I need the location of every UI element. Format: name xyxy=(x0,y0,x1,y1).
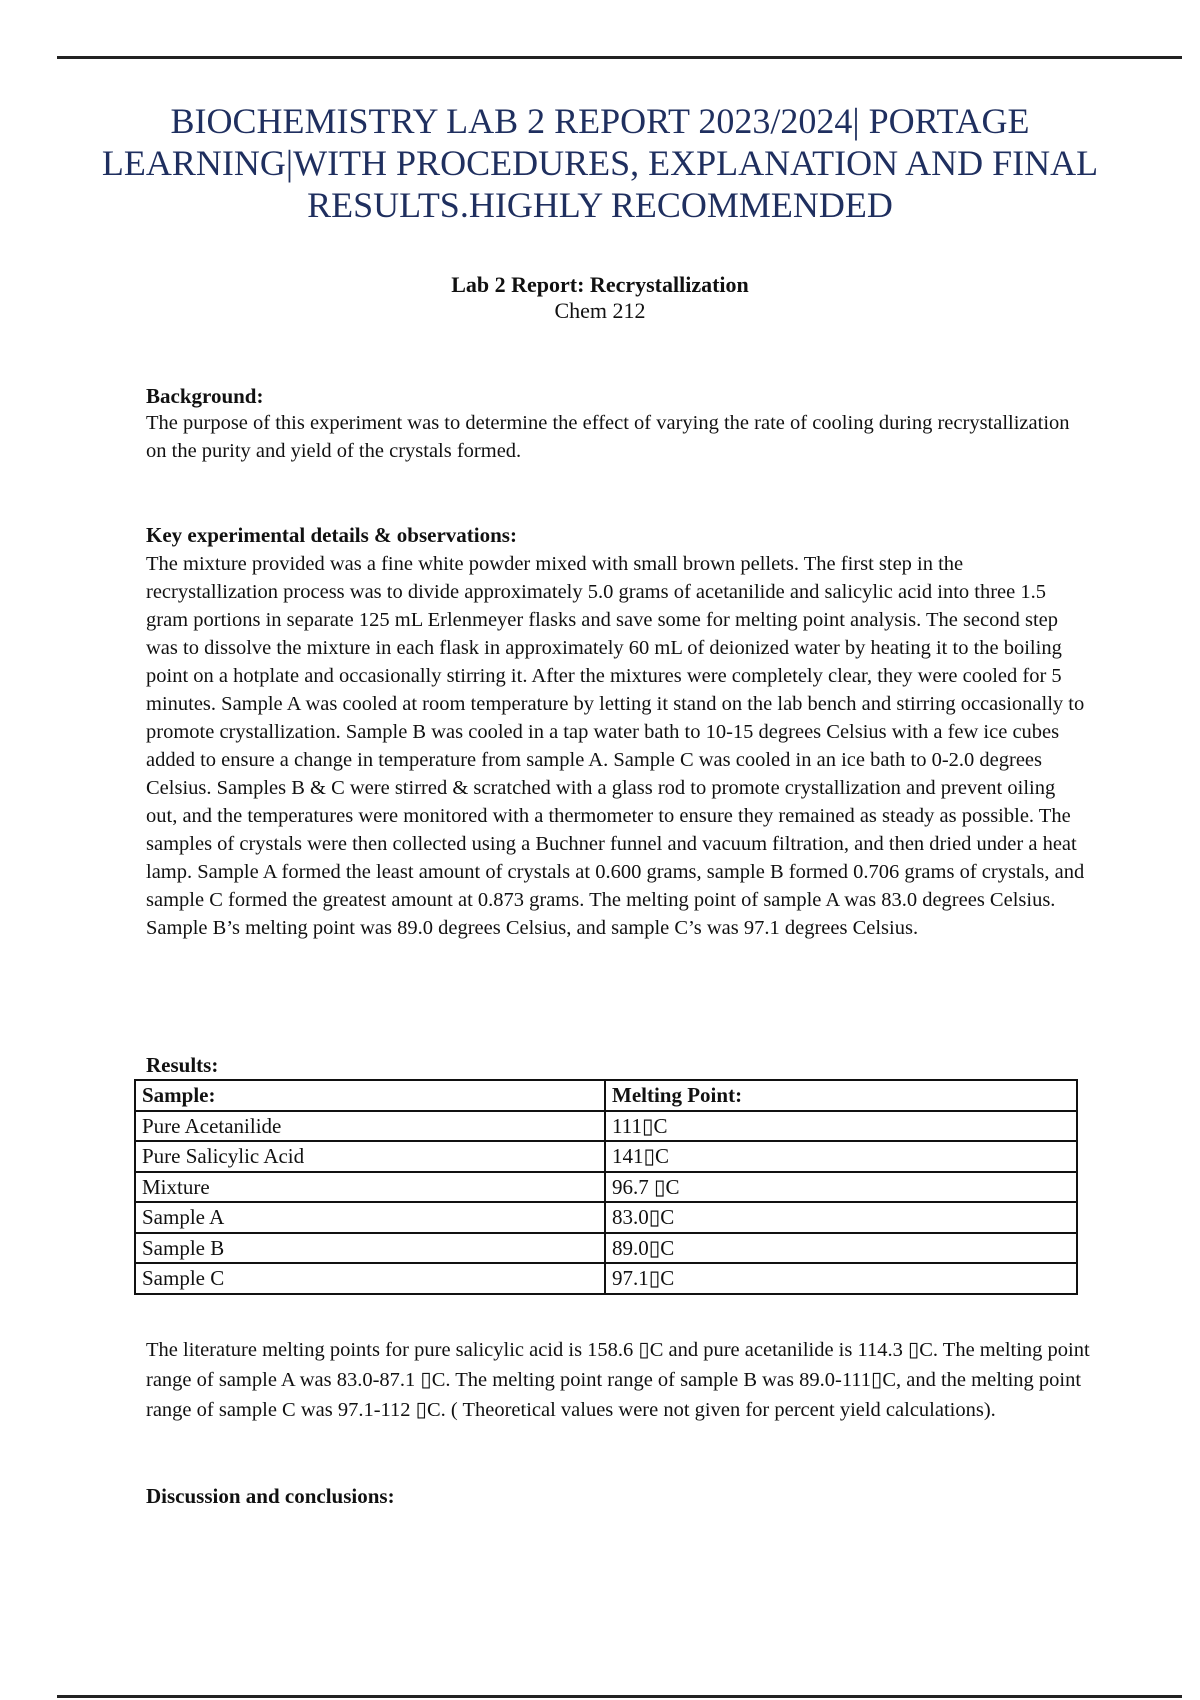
table-header-row xyxy=(135,1080,1077,1111)
details-text: The mixture provided was a fine white powder mixed with small brown pellets. The first step in the recrystallization process was to divide approximately 5.0 grams of acetanilide and salicylic acid into three 1.5 gram portions in separate 125 mL Erlenmeyer flasks and save some for melting point analysis. The second step was to dissolve the mixture in each flask in approximately 60 mL of deionized water by heating it to the boiling point on a hotplate and occasionally stirring it. After the mixtures were completely clear, they were cooled for 5 minutes. Sample A was cooled at room temperature by letting it stand on the lab bench and stirring occasionally to promote crystallization. Sample B was cooled in a tap water bath to 10-15 degrees Celsius with a few ice cubes added to ensure a change in temperature from sample A. Sample C was cooled in an ice bath to 0-2.0 degrees Celsius. Samples B & C were stirred & scratched with a glass rod to promote crystallization and prevent oiling out, and the temperatures were monitored with a thermometer to ensure they remained as steady as possible. The samples of crystals were then collected using a Buchner funnel and vacuum filtration, and then dried under a heat lamp. Sample A formed the least amount of crystals at 0.600 grams, sample B formed 0.706 grams of crystals, and sample C formed the greatest amount at 0.873 grams. The melting point of sample A was 83.0 degrees Celsius. Sample B’s melting point was 89.0 degrees Celsius, and sample C’s was 97.1 degrees Celsius. xyxy=(146,553,1085,939)
bottom-rule xyxy=(57,1695,1182,1698)
results-table xyxy=(134,1079,1078,1295)
details-heading: Key experimental details & observations: xyxy=(146,523,517,547)
top-rule xyxy=(57,56,1182,59)
melting-point-cell: 89.0▯C xyxy=(605,1233,1077,1264)
melting-point-cell: 141▯C xyxy=(605,1141,1077,1172)
literature-text: The literature melting points for pure salicylic acid is 158.6 ▯C and pure acetanilide is 114.3 ▯C. The melting point range of sample A was 83.0-87.1 ▯C. The melting point range of sample B was 89.0-111▯C, and the melting point range of sample C was 97.1-112 ▯C. ( Theoretical values were not given for percent yield calculations). xyxy=(146,1339,1090,1421)
sample-cell: Mixture xyxy=(135,1172,605,1203)
column-header: Melting Point: xyxy=(605,1080,1077,1111)
melting-point-cell: 111▯C xyxy=(605,1111,1077,1142)
background-text: The purpose of this experiment was to determine the effect of varying the rate of cooling during recrystallization on the purity and yield of the crystals formed. xyxy=(146,412,1070,462)
column-header: Sample: xyxy=(135,1080,605,1111)
discussion-heading: Discussion and conclusions: xyxy=(146,1484,395,1508)
sample-cell: Pure Salicylic Acid xyxy=(135,1141,605,1172)
report-title: Lab 2 Report: Recrystallization xyxy=(451,272,749,297)
course-name: Chem 212 xyxy=(554,298,646,323)
sample-cell: Sample C xyxy=(135,1263,605,1294)
melting-point-cell: 96.7 ▯C xyxy=(605,1172,1077,1203)
background-heading: Background: xyxy=(146,384,264,408)
melting-point-cell: 97.1▯C xyxy=(605,1263,1077,1294)
table-row xyxy=(135,1172,1077,1203)
sample-cell: Pure Acetanilide xyxy=(135,1111,605,1142)
table-row xyxy=(135,1263,1077,1294)
table-row xyxy=(135,1141,1077,1172)
table-row xyxy=(135,1233,1077,1264)
document-title: BIOCHEMISTRY LAB 2 REPORT 2023/2024| PORTAGE LEARNING|WITH PROCEDURES, EXPLANATION AND FINAL RESULTS.HIGHLY RECOMMENDED xyxy=(101,101,1099,225)
melting-point-cell: 83.0▯C xyxy=(605,1202,1077,1233)
table-row xyxy=(135,1111,1077,1142)
table-row xyxy=(135,1202,1077,1233)
sample-cell: Sample B xyxy=(135,1233,605,1264)
results-heading: Results: xyxy=(146,1053,219,1077)
sample-cell: Sample A xyxy=(135,1202,605,1233)
